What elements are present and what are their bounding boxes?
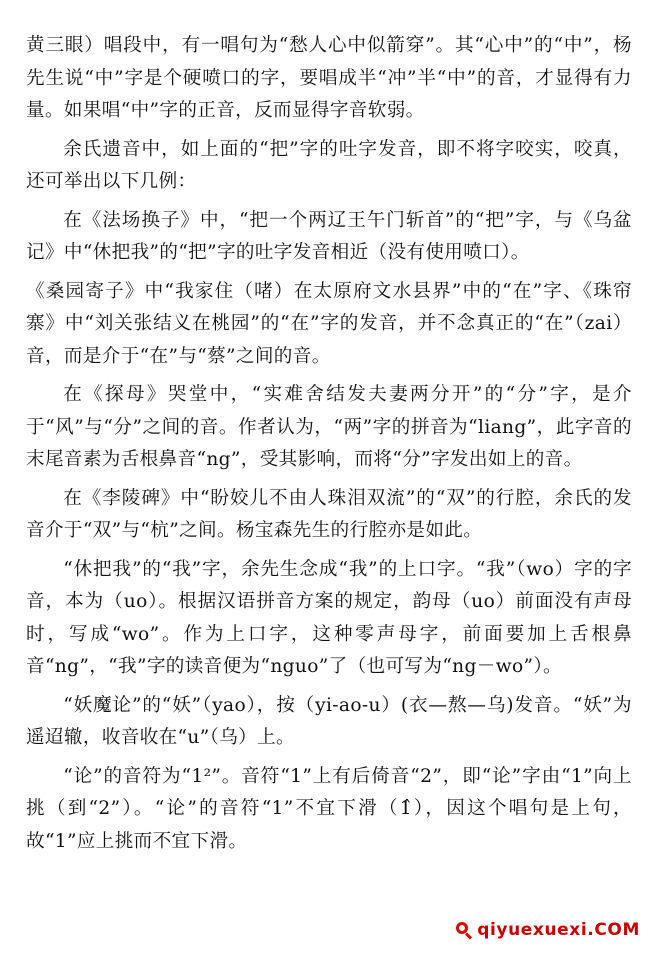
paragraph-lun-example: “论”的音符为“1²”。音符“1”上有后倚音“2”，即“论”字由“1”向上挑（到“2”）。“论”的音符“1”不宜下滑（1̂），因这个唱句是上句，故“1”应上挑而不宜下滑。 [26,765,632,852]
paragraph-ba-example: 在《法场换子》中，“把一个两辽王午门斩首”的“把”字，与《乌盆记》中“休把我”的“把”字的吐字发音相近（没有使用喷口）。 [26,209,632,263]
paragraph-continued: 黄三眼）唱段中，有一唱句为“愁人心中似箭穿”。其“心中”的“中”，杨先生说“中”字是个硬喷口的字，要唱成半“冲”半“中”的音，才显得有力量。如果唱“中”字的正音，反而显得字音软弱。 [26,35,632,121]
paragraph-yao-example: “妖魔论”的“妖”（yao），按（yi-ao-u）(衣—熬—乌)发音。“妖”为遥迢辙，收音收在“u”（乌）上。 [26,694,632,748]
magnifier-icon [455,921,473,939]
paragraph-shuang-example: 在《李陵碑》中“盼姣儿不由人珠泪双流”的“双”的行腔，余氏的发音介于“双”与“杭”之间。杨宝森先生的行腔亦是如此。 [26,487,632,541]
paragraph-zai-example: 《桑园寄子》中“我家住（啫）在太原府文水县界”中的“在”字、《珠帘寨》中“刘关张结义在桃园”的“在”字的发音，并不念真正的“在”（zai）音，而是介于“在”与“蔡”之间的音。 [26,280,632,367]
watermark-text: qiyuexuexi.COM [477,920,640,940]
paragraph-wo-example: “休把我”的“我”字，余先生念成“我”的上口字。“我”（wo）字的字音，本为（uo）。根据汉语拼音方案的规定，韵母（uo）前面没有声母时，写成“wo”。作为上口字，这种零声母字，前面要加上舌根鼻音“ng”，“我”字的读音便为“nguo”了（也可写为“ng－wo”）。 [26,558,632,677]
document-page [26,26,632,864]
paragraph-examples-intro: 余氏遗音中，如上面的“把”字的吐字发音，即不将字咬实，咬真，还可举出以下几例： [26,138,632,192]
paragraph-fen-example: 在《探母》哭堂中，“实难舍结发夫妻两分开”的“分”字，是介于“风”与“分”之间的音。作者认为，“两”字的拼音为“liang”，此字音的末尾音素为舌根鼻音“ng”，受其影响，而将“分”字发出如上的音。 [26,384,632,470]
site-watermark [455,920,640,940]
